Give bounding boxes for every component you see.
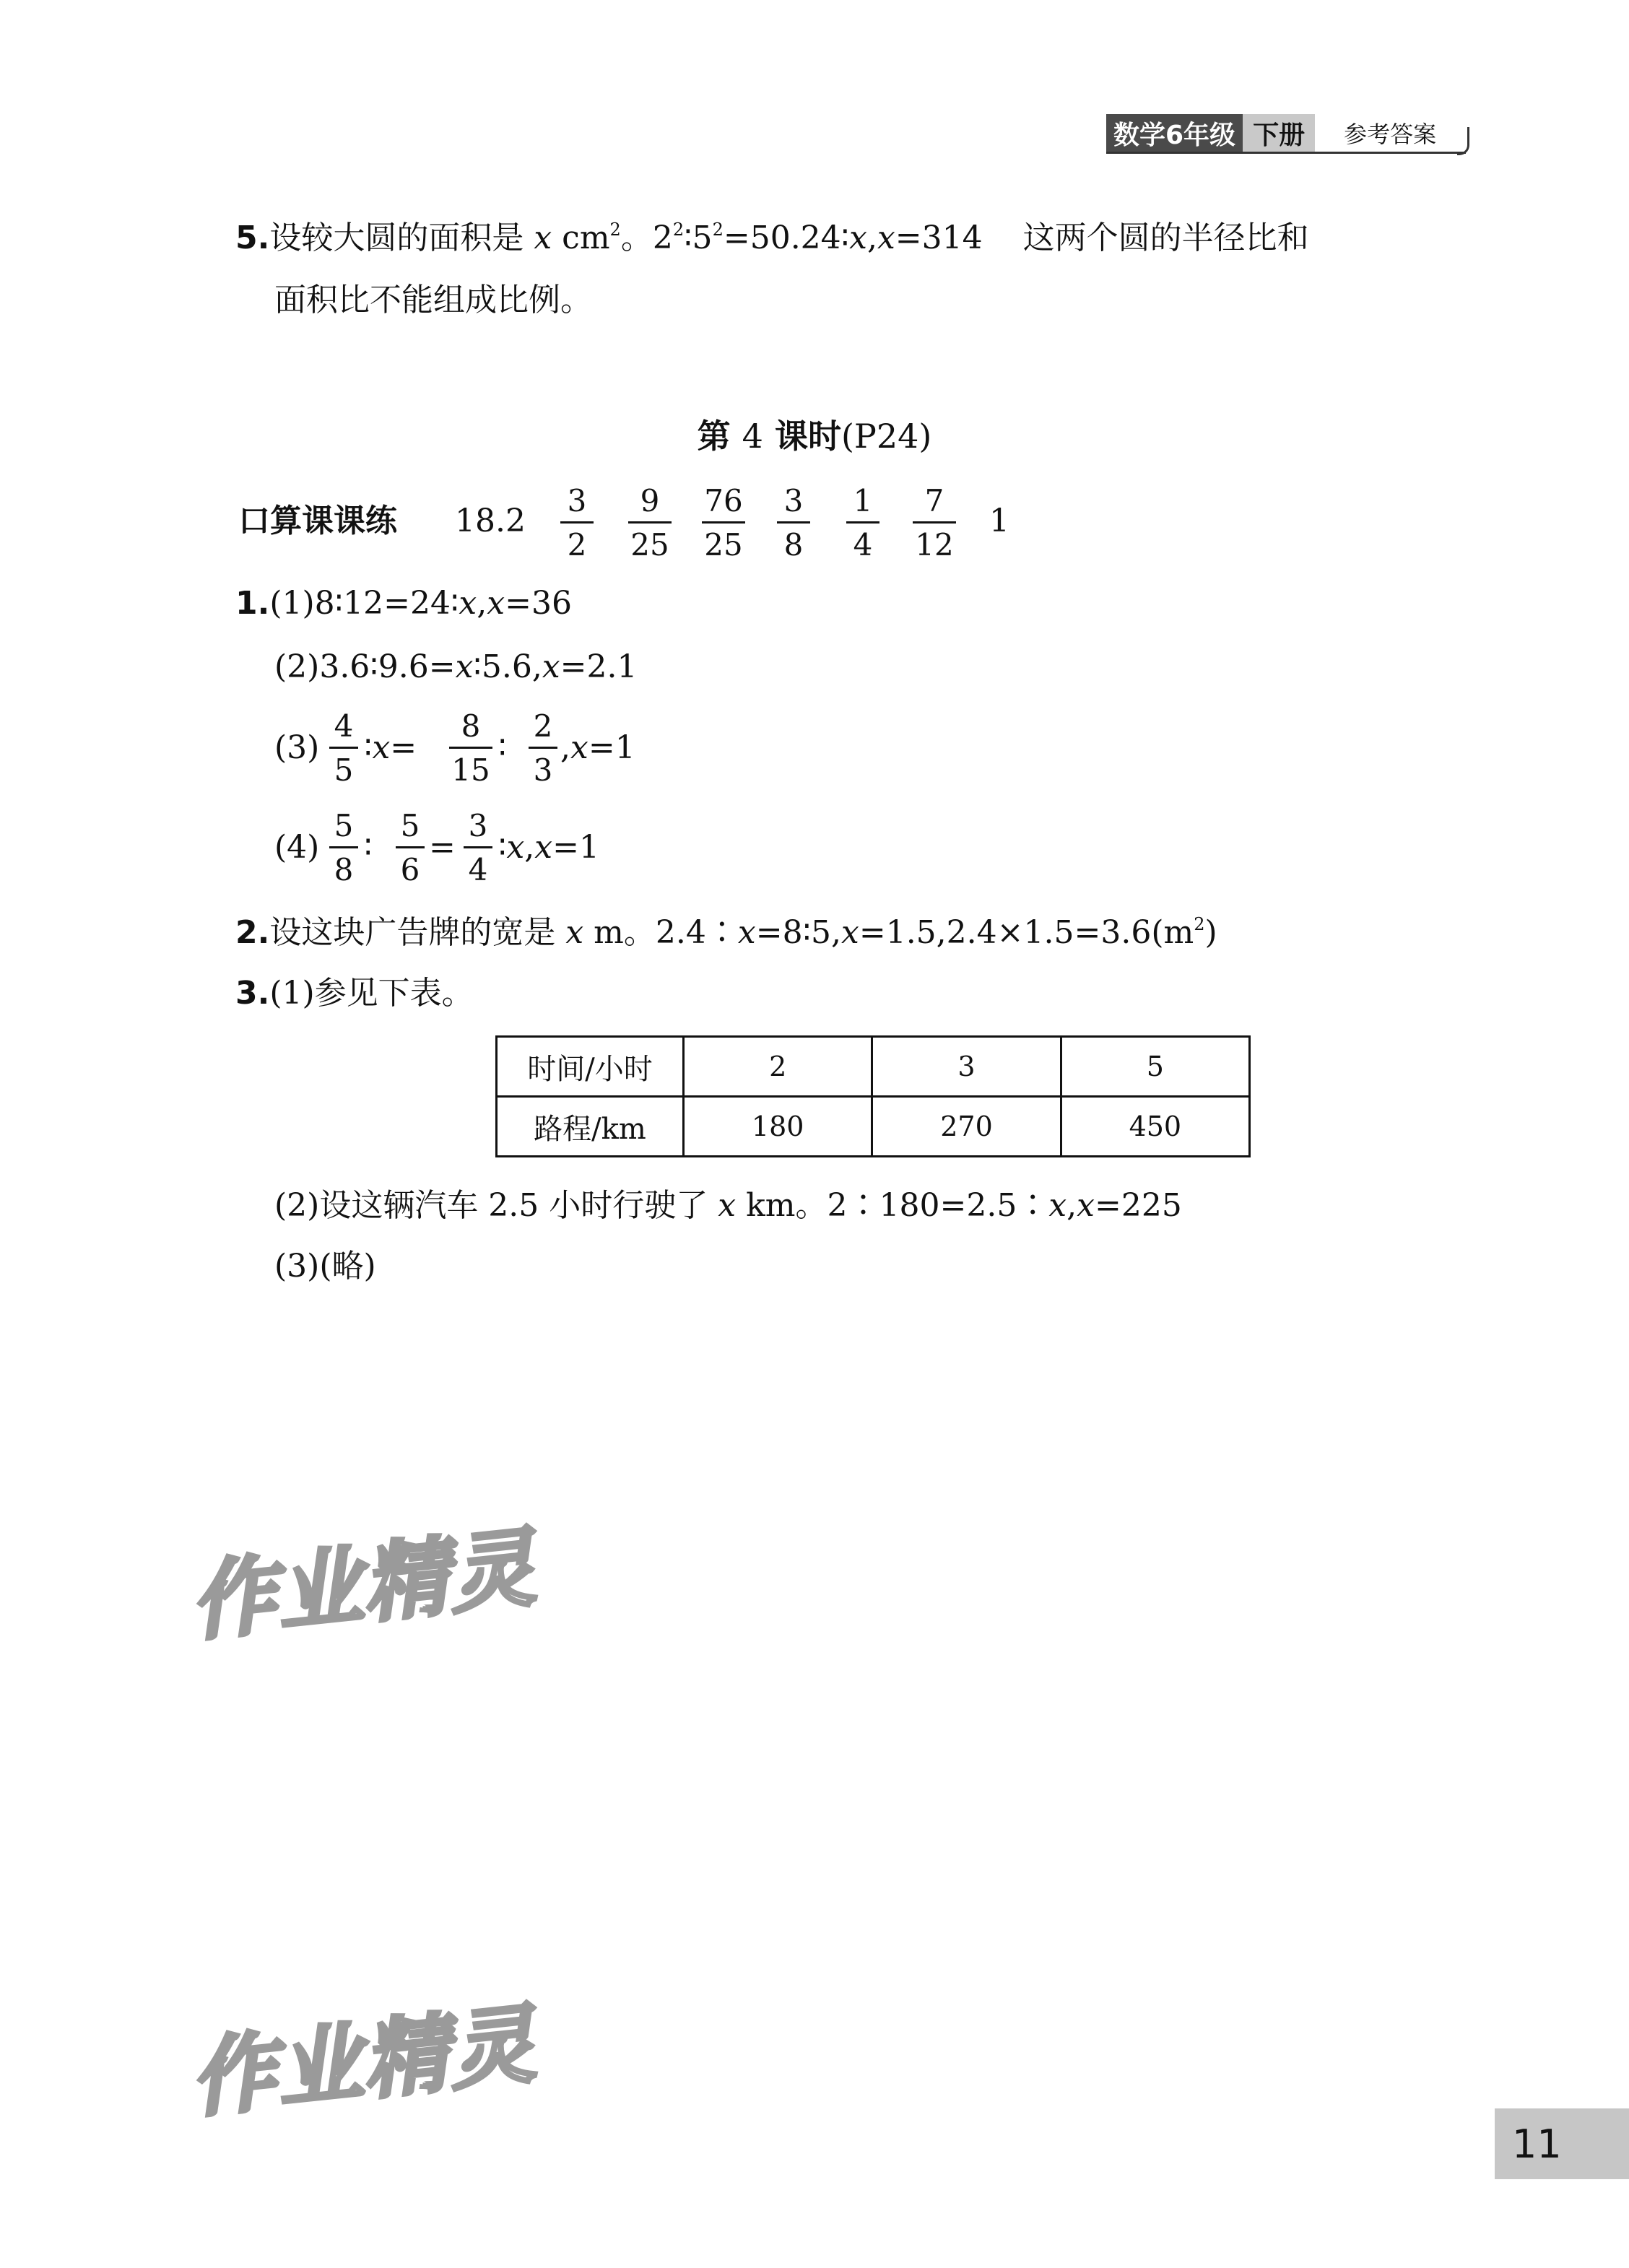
running-header: [1106, 114, 1452, 152]
watermark-upper: 作业精灵: [186, 1517, 541, 1653]
q1-part4-label: (4): [274, 829, 320, 866]
watermark-lower: 作业精灵: [186, 1994, 541, 2129]
q1-part3-fraction-3: 2 3: [529, 708, 557, 789]
q1-part3-label: (3): [274, 729, 320, 766]
q3-part2: (2)设这辆汽车 2.5 小时行驶了 x km。2∶180=2.5∶x,x=225: [274, 1187, 1182, 1224]
q1-part4-fraction-1: 5 8: [329, 807, 358, 889]
table-cell: 3: [872, 1037, 1061, 1097]
mental-fraction-1: 3 2: [560, 482, 594, 564]
q1-part4-fraction-2: 5 6: [396, 807, 425, 889]
header-rule: [1106, 152, 1466, 154]
time-distance-table: [495, 1035, 1251, 1157]
q1-part3-colon: ∶: [498, 729, 507, 766]
q5-number: 5.: [235, 220, 270, 256]
mental-last: 1: [989, 503, 1009, 539]
table-cell: 180: [684, 1097, 872, 1157]
table-row: [497, 1037, 1250, 1097]
header-curl: [1457, 127, 1469, 155]
table-cell: 450: [1061, 1097, 1249, 1157]
mental-fraction-2: 9 25: [628, 482, 672, 564]
q5-line1: 5.设较大圆的面积是 x $cm^2$。$2^2∶5^2=50.24∶x,x=314$ 这两个圆的半径比和: [235, 220, 1309, 256]
table-cell: 270: [872, 1097, 1061, 1157]
q1-part3-fraction-1: 4 5: [329, 708, 358, 789]
q1-part4-result: ∶x,x=1: [498, 829, 599, 866]
table-cell: 5: [1061, 1037, 1249, 1097]
mental-label: 口算课课练: [238, 503, 397, 539]
q1-part4-eq: =: [429, 829, 456, 866]
table-row: [497, 1097, 1250, 1157]
q3-number: 3.: [235, 975, 270, 1012]
q1-part4-fraction-3: 3 4: [464, 807, 492, 889]
q1-part1: 1.(1)8∶12=24∶x,x=36: [235, 585, 572, 622]
header-subject: 数学6年级: [1106, 114, 1243, 152]
header-volume: 下册: [1243, 114, 1315, 152]
q1-part3-result: ,x=1: [560, 729, 635, 766]
q1-part2: (2)3.6∶9.6=x∶5.6,x=2.1: [274, 648, 638, 685]
q5-line2: 面积比不能组成比例。: [274, 282, 592, 318]
mental-fraction-3: 76 25: [702, 482, 745, 564]
mental-fraction-6: 7 12: [913, 482, 956, 564]
q3-part3: (3)(略): [274, 1248, 376, 1285]
q3-part1: 3.(1)参见下表。: [235, 975, 474, 1012]
table-header-cell: 路程/km: [497, 1097, 684, 1157]
page-number: 11: [1495, 2108, 1629, 2179]
table-cell: 2: [684, 1037, 872, 1097]
table-header-cell: 时间/小时: [497, 1037, 684, 1097]
q1-part3-expr: ∶x=: [364, 729, 417, 766]
q1-number: 1.: [235, 585, 270, 622]
header-section: 参考答案: [1344, 121, 1437, 148]
mental-fraction-5: 1 4: [846, 482, 879, 564]
lesson-title: 第 4 课时(P24): [697, 417, 932, 456]
q2-line: 2.设这块广告牌的宽是 x m。$2.4∶x=8∶5,x=1.5,2.4\times 1.5=3.6(m^2)$: [235, 914, 1217, 951]
q1-part4-colon: ∶: [364, 829, 373, 866]
mental-fraction-4: 3 8: [777, 482, 810, 564]
mental-first: 18.2: [455, 503, 526, 539]
q1-part3-fraction-2: 8 15: [449, 708, 492, 789]
q2-number: 2.: [235, 914, 270, 951]
